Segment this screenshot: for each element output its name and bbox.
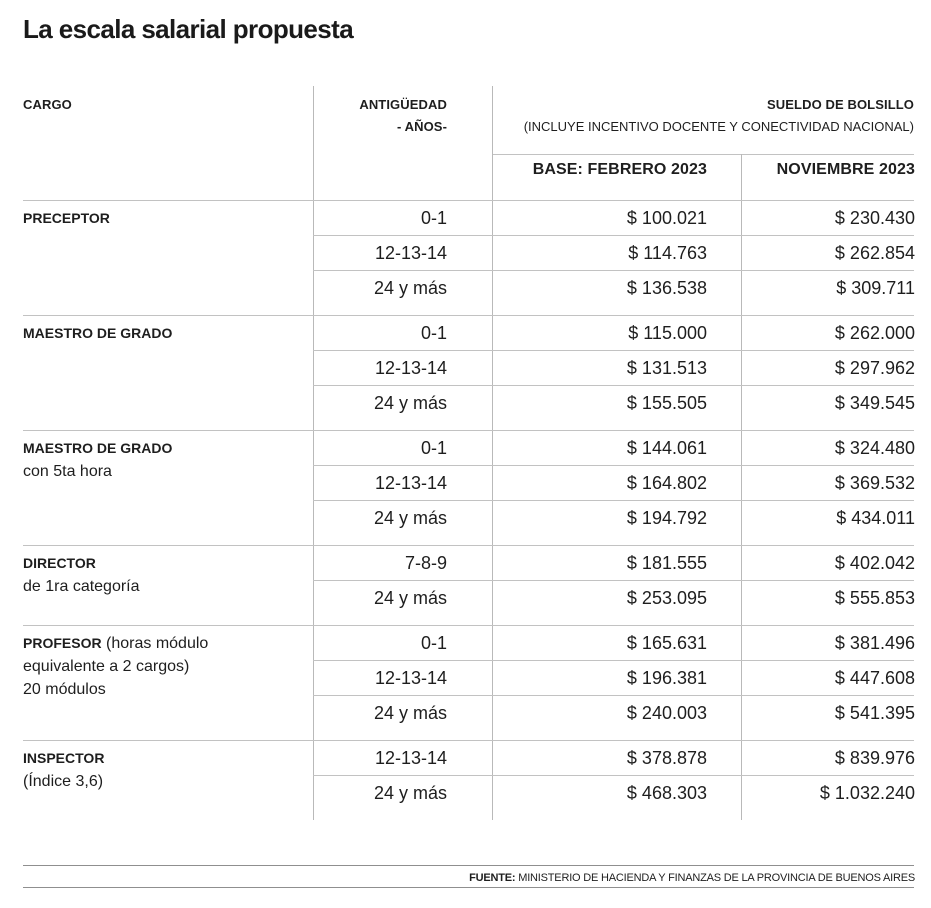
- antiguedad-cell: 24 y más: [373, 588, 447, 608]
- november-salary-cell: $ 324.480: [834, 438, 915, 458]
- november-salary-cell: $ 434.011: [836, 508, 915, 528]
- row-separator: [313, 695, 914, 696]
- november-salary-cell: $ 369.532: [834, 473, 915, 493]
- antiguedad-cell: 24 y más: [373, 278, 447, 298]
- header-anios: - AÑOS-: [396, 119, 447, 134]
- cargo-title: PRECEPTOR: [23, 210, 110, 226]
- november-salary-cell: $ 230.430: [834, 208, 915, 228]
- group-separator: [23, 315, 914, 316]
- antiguedad-cell: 0-1: [420, 208, 447, 228]
- antiguedad-cell: 12-13-14: [374, 473, 447, 493]
- cargo-title: PROFESOR: [23, 635, 102, 651]
- cargo-detail: (Índice 3,6): [23, 773, 104, 790]
- group-separator: [23, 545, 914, 546]
- base-salary-cell: $ 114.763: [628, 243, 707, 263]
- cargo-detail: 20 módulos: [23, 681, 106, 698]
- base-salary-cell: $ 253.095: [626, 588, 707, 608]
- header-sueldo-note: (INCLUYE INCENTIVO DOCENTE Y CONECTIVIDAD NACIONAL): [523, 119, 914, 134]
- header-noviembre: NOVIEMBRE 2023: [776, 161, 915, 178]
- cargo-label: [23, 322, 172, 345]
- november-salary-cell: $ 309.711: [836, 278, 915, 298]
- cargo-title: MAESTRO DE GRADO: [23, 325, 173, 341]
- row-separator: [313, 270, 914, 271]
- antiguedad-cell: 12-13-14: [374, 243, 447, 263]
- footer-rule-bottom: [23, 887, 914, 888]
- group-separator: [23, 430, 914, 431]
- base-salary-cell: $ 196.381: [626, 668, 707, 688]
- group-separator: [23, 200, 914, 201]
- antiguedad-cell: 0-1: [420, 633, 447, 653]
- antiguedad-cell: 12-13-14: [374, 358, 447, 378]
- row-separator: [313, 465, 914, 466]
- november-salary-cell: $ 349.545: [834, 393, 915, 413]
- base-salary-cell: $ 165.631: [626, 633, 707, 653]
- cargo-title: MAESTRO DE GRADO: [23, 440, 173, 456]
- base-salary-cell: $ 144.061: [626, 438, 707, 458]
- november-salary-cell: $ 1.032.240: [819, 783, 915, 803]
- header-base: BASE: FEBRERO 2023: [532, 161, 707, 178]
- row-separator: [313, 350, 914, 351]
- column-divider: [741, 154, 742, 820]
- cargo-detail: con 5ta hora: [23, 463, 112, 480]
- november-salary-cell: $ 262.854: [834, 243, 915, 263]
- antiguedad-cell: 24 y más: [373, 703, 447, 723]
- header-divider: [493, 154, 914, 155]
- cargo-label: [23, 552, 140, 598]
- header-sueldo: SUELDO DE BOLSILLO: [767, 97, 914, 112]
- row-separator: [313, 580, 914, 581]
- november-salary-cell: $ 402.042: [834, 553, 915, 573]
- base-salary-cell: $ 115.000: [628, 323, 707, 343]
- base-salary-cell: $ 164.802: [626, 473, 707, 493]
- column-divider: [313, 86, 314, 820]
- column-divider: [492, 86, 493, 820]
- cargo-label: [23, 207, 110, 230]
- base-salary-cell: $ 240.003: [626, 703, 707, 723]
- antiguedad-cell: 24 y más: [373, 508, 447, 528]
- november-salary-cell: $ 262.000: [834, 323, 915, 343]
- page-title: La escala salarial propuesta: [23, 14, 354, 44]
- november-salary-cell: $ 839.976: [834, 748, 915, 768]
- base-salary-cell: $ 131.513: [626, 358, 707, 378]
- row-separator: [313, 660, 914, 661]
- cargo-label: [23, 747, 104, 793]
- header-antiguedad: ANTIGÜEDAD: [359, 97, 447, 112]
- base-salary-cell: $ 136.538: [626, 278, 707, 298]
- cargo-title: INSPECTOR: [23, 750, 105, 766]
- group-separator: [23, 625, 914, 626]
- november-salary-cell: $ 297.962: [834, 358, 915, 378]
- source-text: MINISTERIO DE HACIENDA Y FINANZAS DE LA PROVINCIA DE BUENOS AIRES: [518, 872, 915, 884]
- antiguedad-cell: 0-1: [420, 438, 447, 458]
- november-salary-cell: $ 541.395: [834, 703, 915, 723]
- source-note: [469, 872, 915, 884]
- base-salary-cell: $ 100.021: [626, 208, 707, 228]
- header-cargo: CARGO: [23, 97, 72, 112]
- base-salary-cell: $ 155.505: [626, 393, 707, 413]
- row-separator: [313, 385, 914, 386]
- base-salary-cell: $ 194.792: [626, 508, 707, 528]
- footer-rule-top: [23, 865, 914, 866]
- november-salary-cell: $ 447.608: [834, 668, 915, 688]
- november-salary-cell: $ 555.853: [834, 588, 915, 608]
- row-separator: [313, 235, 914, 236]
- source-label: FUENTE:: [469, 872, 516, 884]
- row-separator: [313, 500, 914, 501]
- antiguedad-cell: 7-8-9: [404, 553, 447, 573]
- cargo-label: [23, 632, 208, 701]
- antiguedad-cell: 0-1: [420, 323, 447, 343]
- base-salary-cell: $ 181.555: [626, 553, 707, 573]
- cargo-detail: equivalente a 2 cargos): [23, 658, 190, 675]
- antiguedad-cell: 24 y más: [373, 393, 447, 413]
- cargo-label: [23, 437, 172, 483]
- antiguedad-cell: 24 y más: [373, 783, 447, 803]
- group-separator: [23, 740, 914, 741]
- antiguedad-cell: 12-13-14: [374, 748, 447, 768]
- antiguedad-cell: 12-13-14: [374, 668, 447, 688]
- base-salary-cell: $ 378.878: [626, 748, 707, 768]
- base-salary-cell: $ 468.303: [626, 783, 707, 803]
- row-separator: [313, 775, 914, 776]
- november-salary-cell: $ 381.496: [834, 633, 915, 653]
- cargo-detail: de 1ra categoría: [23, 578, 140, 595]
- cargo-title-suffix: (horas módulo: [101, 635, 209, 652]
- cargo-title: DIRECTOR: [23, 555, 96, 571]
